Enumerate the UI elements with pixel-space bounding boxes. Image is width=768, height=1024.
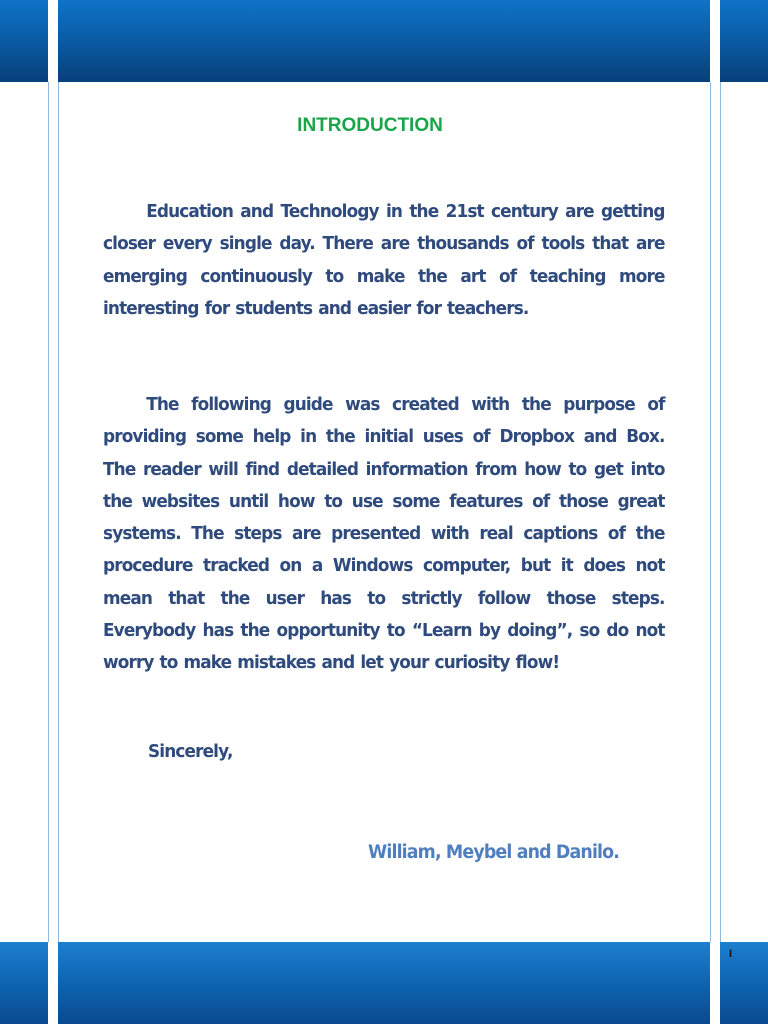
- closing-line: Sincerely,: [148, 742, 233, 762]
- header-band: [58, 0, 710, 82]
- page-title: INTRODUCTION: [297, 115, 443, 136]
- intro-paragraph-2: [103, 389, 665, 680]
- header-band-right: [720, 0, 768, 82]
- footer-band: [58, 942, 710, 1024]
- author-signature: William, Meybel and Danilo.: [368, 842, 620, 863]
- left-border-line-inner: [58, 82, 59, 942]
- footer-band-left: [0, 942, 48, 1024]
- paragraph-text: Education and Technology in the 21st century are getting closer every single day. There are thousands of tools that are emerging continuously to make the art of teaching more interesting for students and easier for teachers.: [103, 202, 665, 319]
- right-border-line-inner: [710, 82, 711, 942]
- footer-band-right: [720, 942, 768, 1024]
- paragraph-text: The following guide was created with the purpose of providing some help in the initial uses of Dropbox and Box. The reader will find detailed information from how to get into the websites until how to use some features of those great systems. The steps are presented with real captions of the procedure tracked on a Windows computer, but it does not mean that the user has to strictly follow those steps. Everybody has the opportunity to “Learn by doing”, so do not worry to make mistakes and let your curiosity flow!: [103, 395, 665, 674]
- left-border-line-outer: [48, 82, 49, 942]
- right-border-line-outer: [720, 82, 721, 942]
- header-band-left: [0, 0, 48, 82]
- intro-paragraph-1: [103, 196, 665, 325]
- page-number: I: [729, 948, 733, 960]
